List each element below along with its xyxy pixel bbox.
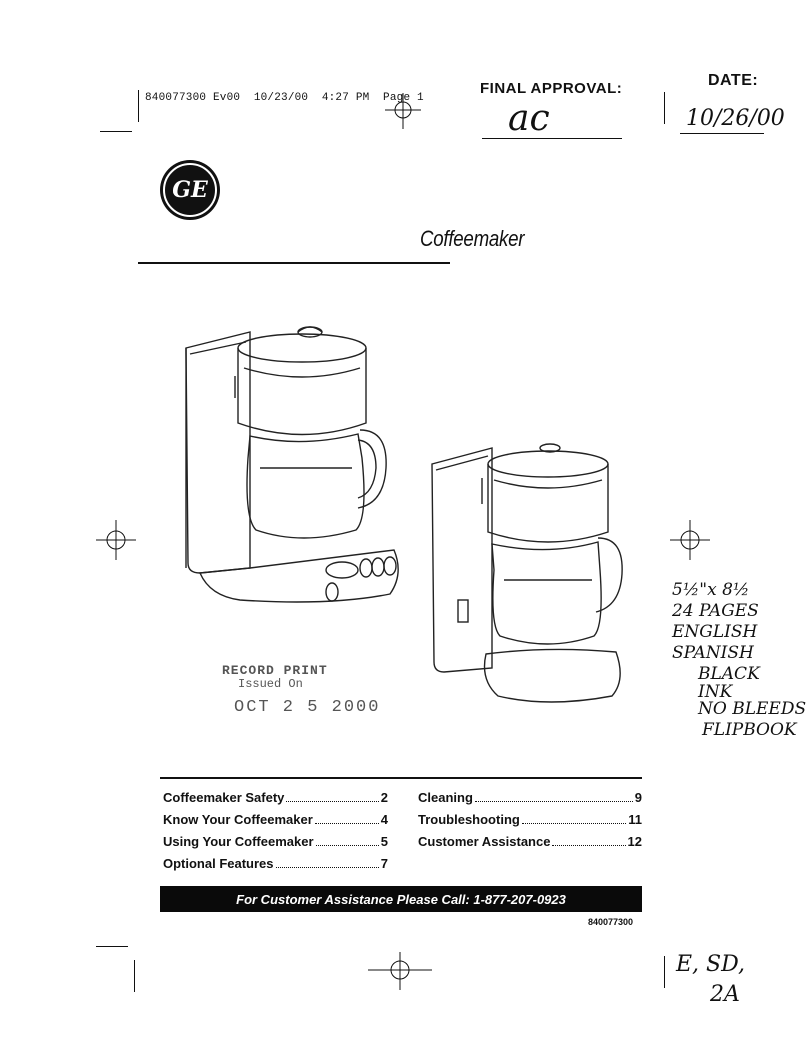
toc-page: 4 [380,812,388,827]
stamp-date: OCT 2 5 2000 [234,698,381,718]
note-line: 24 PAGES [672,601,759,621]
toc-title: Coffeemaker Safety [163,790,285,805]
toc-entry[interactable] [163,812,388,834]
crop-mark [96,946,128,947]
registration-mark-icon [368,950,432,990]
toc-entry[interactable] [163,834,388,856]
approval-underline [482,138,622,139]
crop-mark [134,960,135,992]
toc-entry[interactable] [163,856,388,878]
ge-logo [160,160,220,220]
record-print-stamp [222,664,380,718]
toc-title: Troubleshooting [418,812,520,827]
stamp-line-1: RECORD PRINT [222,663,328,678]
toc-page: 2 [380,790,388,805]
note-line: ENGLISH [672,622,758,642]
note-line: 5½"x 8½ [672,580,750,600]
toc-entry[interactable] [418,812,642,834]
toc-page: 12 [627,834,642,849]
toc-page: 9 [634,790,642,805]
logo-text: GE [172,177,208,203]
product-title: Coffeemaker [420,226,525,251]
toc-title: Customer Assistance [418,834,551,849]
toc-top-rule [160,777,642,779]
toc-right-column [418,790,642,856]
customer-assistance-bar: For Customer Assistance Please Call: 1-877-207-0923 [160,886,642,912]
final-approval-label: FINAL APPROVAL: [480,80,623,97]
crop-mark [664,92,665,124]
date-label: DATE: [708,72,759,89]
note-line: BLACK [698,664,760,684]
handwritten-notes [672,580,806,741]
note-line: SPANISH [672,643,754,663]
note-line: FLIPBOOK [702,720,797,740]
toc-title: Optional Features [163,856,274,871]
toc-page: 7 [380,856,388,871]
crop-mark [664,956,665,988]
approval-date: 10/26/00 [686,106,785,131]
toc-title: Using Your Coffeemaker [163,834,314,849]
code-line: E, SD, [676,952,745,977]
toc-page: 5 [380,834,388,849]
coffeemaker-illustration-large [180,318,400,608]
handwritten-codes [676,950,745,1010]
registration-mark-icon [385,93,421,129]
toc-entry[interactable] [418,790,642,812]
toc-title: Cleaning [418,790,473,805]
part-number: 840077300 [588,917,634,927]
note-line: INK [698,682,733,702]
registration-mark-icon [96,520,136,560]
registration-mark-icon [670,520,710,560]
toc-left-column [163,790,388,878]
toc-title: Know Your Coffeemaker [163,812,313,827]
title-rule [138,262,450,264]
toc-entry[interactable] [418,834,642,856]
crop-mark [100,131,132,132]
coffeemaker-illustration-small [428,440,628,710]
stamp-line-2: Issued On [238,677,303,692]
note-line: NO BLEEDS [698,699,807,719]
print-stamp: 840077300 Ev00 10/23/00 4:27 PM Page 1 [145,92,424,104]
date-underline [680,133,764,134]
crop-mark [138,90,139,122]
approval-initials: ac [508,98,550,139]
toc-page: 11 [628,812,642,827]
toc-entry[interactable] [163,790,388,812]
code-line: 2A [710,982,740,1007]
